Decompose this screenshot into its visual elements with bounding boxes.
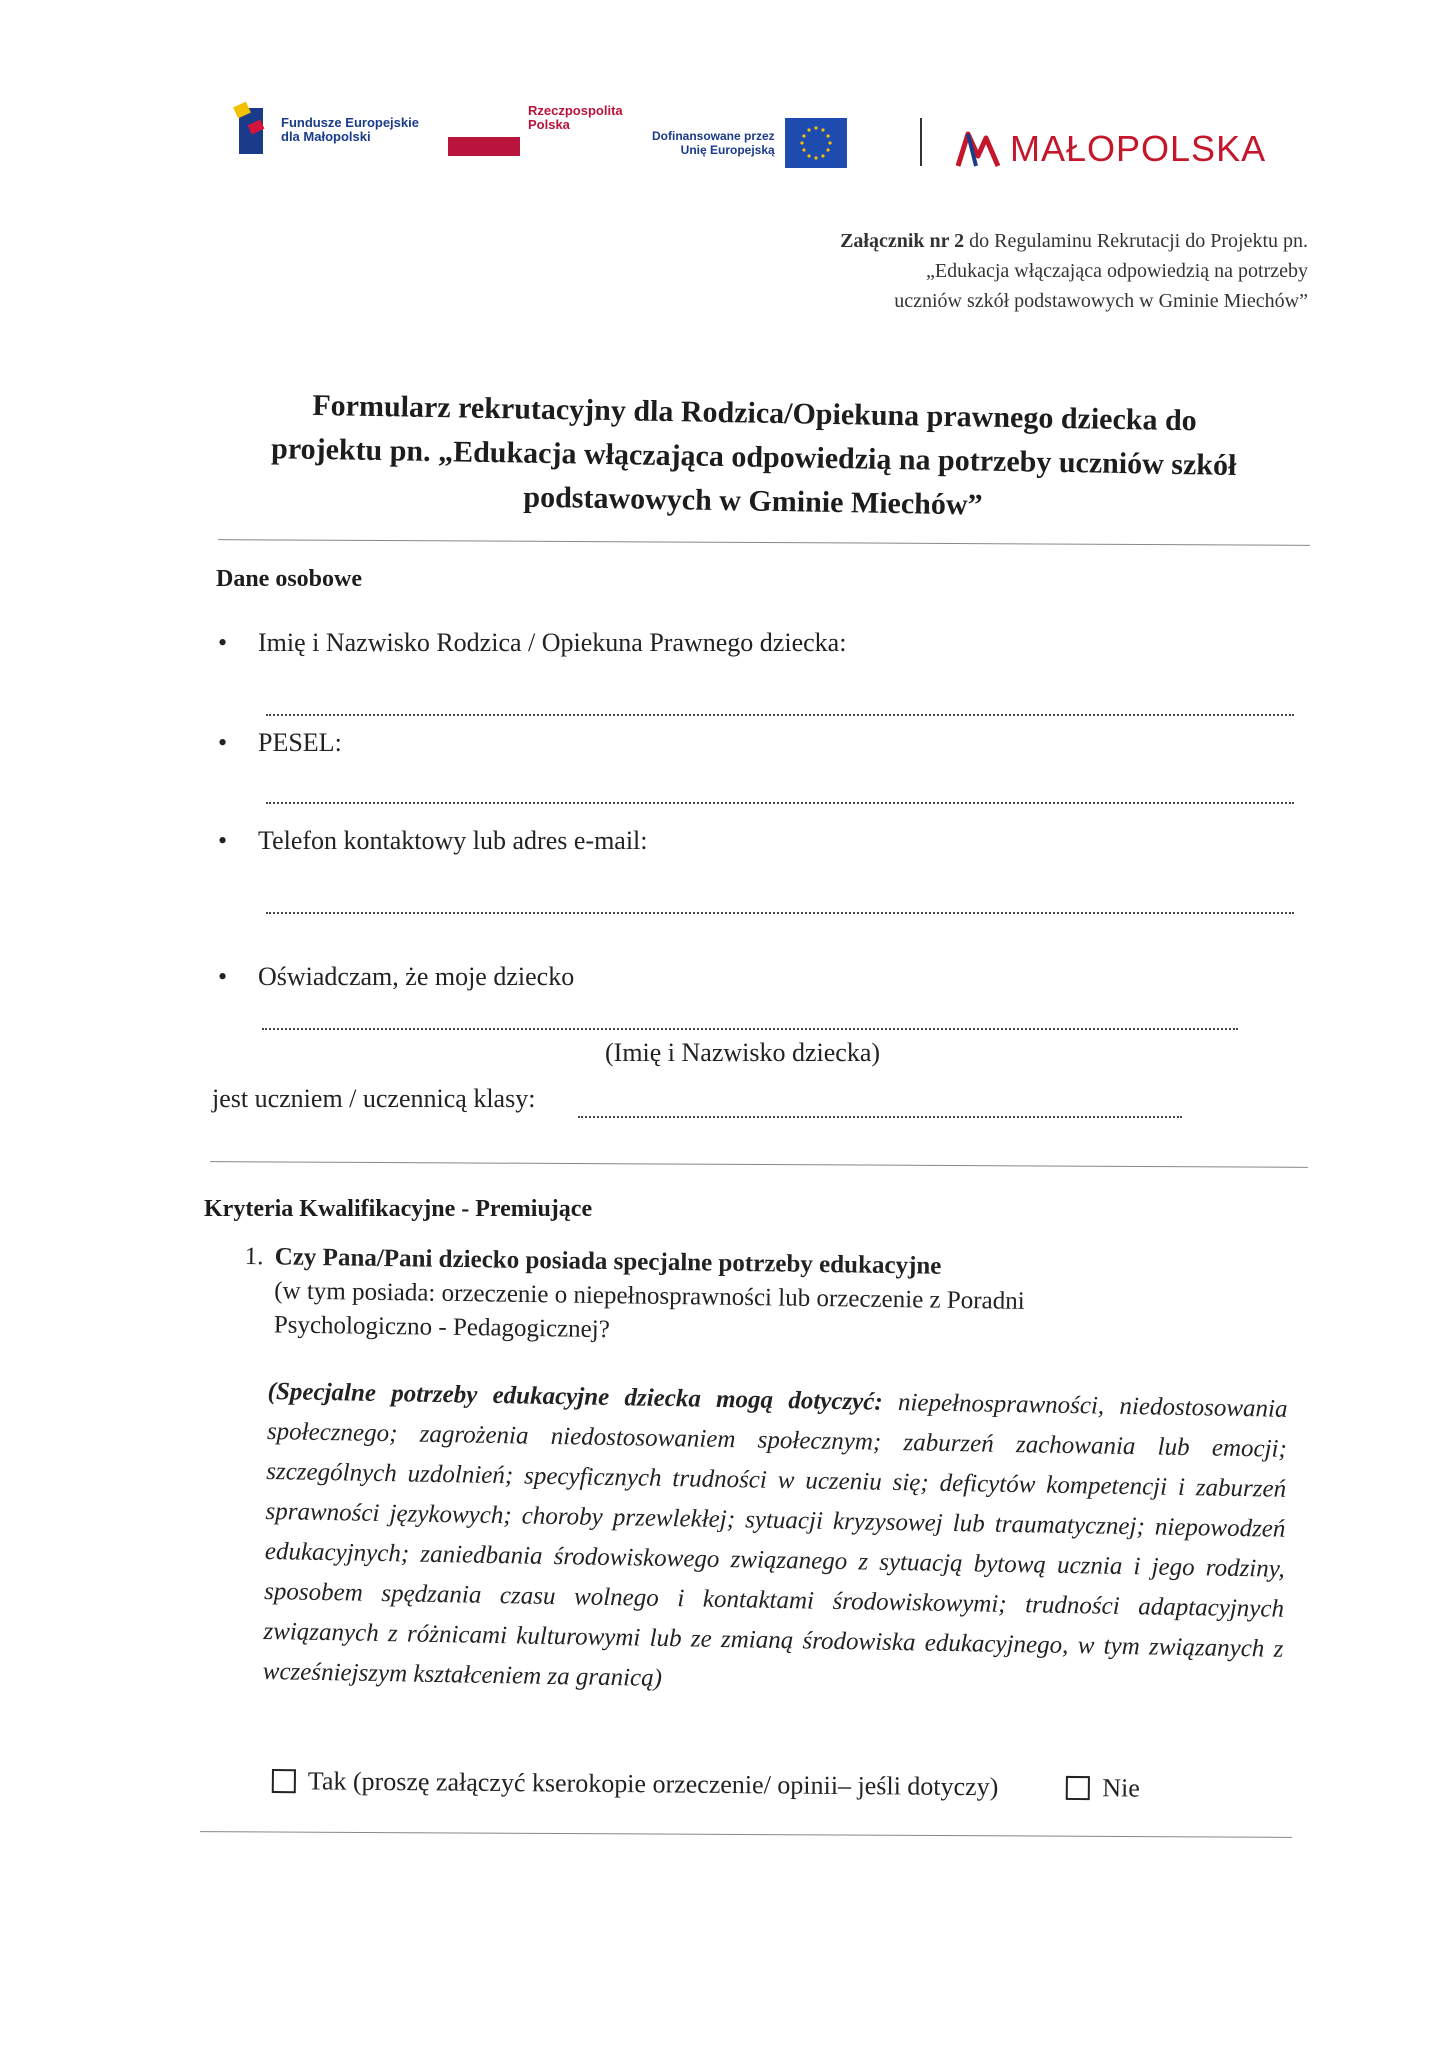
option-no-label: Nie	[1102, 1773, 1140, 1803]
explanation-text: niepełnosprawności, niedostosowania społecznego; zagrożenia niedostosowaniem społecznym; zaburzeń zachowania lub emocji; szczególnych uzdolnień; specyficznych trudności w uczeniu się; deficytów kompetencji i zaburzeń sprawności językowych; choroby przewlekłej; sytuacji kryzysowej lub traumatycznej; niepowodzeń edukacyjnych; zaniedbania środowiskowego związanego z sytuacją bytową ucznia i jego rodziny, sposobem spędzania czasu wolnego i kontaktami środowiskowymi; trudności adaptacyjnych związanych z różnicami kulturowymi lub ze zmianą środowiska edukacyjnego, w tym związanych z wcześniejszym kształceniem za granicą)	[262, 1388, 1288, 1692]
explanation-lead: (Specjalne potrzeby edukacyjne dziecka mogą dotyczyć:	[267, 1377, 883, 1416]
ue-logo-line2: Unię Europejską	[680, 143, 775, 157]
page-title	[203, 382, 1305, 533]
malopolska-logo-text: MAŁOPOLSKA	[1010, 128, 1267, 169]
section-heading-personal: Dane osobowe	[216, 566, 363, 592]
checkbox-no[interactable]	[1066, 1776, 1090, 1800]
class-label: jest uczniem / uczennicą klasy:	[212, 1084, 536, 1113]
field-contact-text: Telefon kontaktowy lub adres e-mail:	[258, 826, 648, 855]
logo-separator	[920, 118, 922, 166]
rzeczpospolita-logo	[448, 104, 623, 156]
field-pesel-text: PESEL:	[258, 728, 342, 757]
field-parent-name-label	[218, 628, 846, 658]
note-line2: „Edukacja włączająca odpowiedzią na potrzeby	[925, 260, 1308, 282]
parent-name-input-line[interactable]	[266, 712, 1294, 716]
bullet-icon: •	[218, 962, 228, 991]
question-1-number: 1.	[244, 1242, 264, 1271]
note-attachment-number: Załącznik nr 2	[840, 230, 965, 252]
contact-input-line[interactable]	[266, 910, 1294, 914]
section-heading-criteria: Kryteria Kwalifikacyjne - Premiujące	[204, 1196, 593, 1222]
child-name-input-line[interactable]	[262, 1026, 1238, 1030]
option-yes-label: Tak (proszę załączyć kserokopie orzeczenie/ opinii– jeśli dotyczy)	[307, 1766, 999, 1802]
divider-2	[210, 1161, 1308, 1168]
bullet-icon: •	[218, 826, 228, 855]
fundusze-europejskie-logo	[235, 100, 419, 160]
fe-logo-line1: Fundusze Europejskie	[281, 115, 419, 130]
fe-mark-icon	[235, 100, 269, 160]
question-1-title: Czy Pana/Pani dziecko posiada specjalne potrzeby edukacyjne	[274, 1243, 942, 1280]
eu-flag-icon	[785, 118, 847, 168]
special-needs-explanation	[262, 1372, 1287, 1710]
polish-flag-icon	[448, 118, 520, 156]
ue-logo-line1: Dofinansowane przez	[652, 129, 775, 143]
rp-logo-line2: Polska	[528, 117, 570, 132]
title-line3: podstawowych w Gminie Miechów”	[523, 480, 983, 522]
question-1-line3: Psychologiczno - Pedagogicznej?	[273, 1311, 610, 1344]
unia-europejska-logo	[652, 118, 847, 168]
class-input-line[interactable]	[578, 1114, 1182, 1118]
rp-logo-line1: Rzeczpospolita	[528, 103, 623, 118]
question-1-line2: (w tym posiada: orzeczenie o niepełnosprawności lub orzeczenie z Poradni	[274, 1277, 1025, 1315]
fe-logo-line2: dla Małopolski	[281, 129, 371, 144]
field-contact-label	[218, 826, 648, 856]
bullet-icon: •	[218, 728, 228, 757]
malopolska-logo	[956, 128, 1266, 170]
field-declare-label	[218, 962, 574, 992]
field-declare-text: Oświadczam, że moje dziecko	[258, 962, 575, 991]
question-1	[244, 1240, 1026, 1353]
child-name-caption: (Imię i Nazwisko dziecka)	[605, 1038, 881, 1067]
note-line1: do Regulaminu Rekrutacji do Projektu pn.	[964, 230, 1308, 252]
checkbox-yes[interactable]	[272, 1769, 296, 1793]
field-parent-name-text: Imię i Nazwisko Rodzica / Opiekuna Prawnego dziecka:	[258, 628, 847, 657]
note-line3: uczniów szkół podstawowych w Gminie Miechów”	[894, 290, 1308, 312]
question-1-options	[272, 1766, 1232, 1804]
divider-3	[200, 1831, 1292, 1838]
bullet-icon: •	[218, 628, 228, 657]
attachment-note	[840, 226, 1308, 316]
title-line1: Formularz rekrutacyjny dla Rodzica/Opiekuna prawnego dziecka do	[312, 388, 1197, 438]
divider-1	[218, 539, 1310, 546]
title-line2: projektu pn. „Edukacja włączająca odpowiedzią na potrzeby uczniów szkół	[270, 432, 1237, 483]
field-pesel-label	[218, 728, 342, 758]
pesel-input-line[interactable]	[266, 800, 1294, 804]
malopolska-mark-icon	[956, 130, 1000, 168]
